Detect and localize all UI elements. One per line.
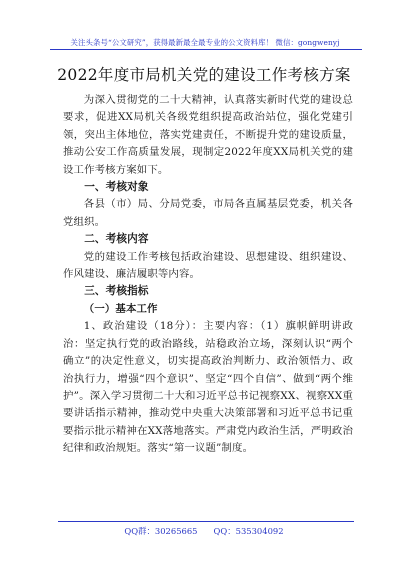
document-body xyxy=(63,92,353,458)
header-divider xyxy=(50,49,362,50)
section-heading-indicators: 三、考核指标 xyxy=(84,285,149,298)
section-text-targets: 各县（市）局、分局党委，市局各直属基层党委，机关各党组织。 xyxy=(63,198,353,228)
header-promo-text: 关注头条号“公文研究”，获得最新最全最专业的公文资料库！ 微信：gongwenyj xyxy=(70,38,340,47)
section-heading-content: 二、考核内容 xyxy=(84,233,149,246)
document-title: 2022年度市局机关党的建设工作考核方案 xyxy=(57,66,351,84)
footer-qq: QQ：535304092 xyxy=(213,526,284,536)
section-text-content: 党的建设工作考核包括政治建设、思想建设、组织建设、作风建设、廉洁履职等内容。 xyxy=(63,250,353,281)
footer-contact xyxy=(0,525,408,537)
item-political-construction: 1、政治建设（18分）：主要内容：（1）旗帜鲜明讲政治：坚定执行党的政治路线，站稳政治立场，深刻认识“两个确立”的决定性意义，切实提高政治判断力、政治领悟力、政治执行力，增强“四个意识”、坚定“四个自信”、做到“两个维护”。深入学习贯彻二十大和习近平总书记视察XX、视察XX重要讲话指示精神，推动党中央重大决策部署和习近平总书记重要指示批示精神在XX落地落实。严肃党内政治生活，严明政治纪律和政治规矩。落实“第一议题”制度。 xyxy=(63,320,353,455)
footer-divider xyxy=(58,521,354,522)
subsection-heading-basic-work: （一）基本工作 xyxy=(83,302,158,315)
section-heading-targets: 一、考核对象 xyxy=(84,181,149,194)
footer-qq-group: QQ群：30265665 xyxy=(124,526,198,536)
intro-paragraph: 为深入贯彻党的二十大精神，认真落实新时代党的建设总要求，促进XX局机关各级党组织提高政治站位，强化党建引领，突出主体地位，落实党建责任，不断提升党的建设质量，推动公安工作高质量发展，现制定2022年度XX局机关党的建设工作考核方案如下。 xyxy=(63,94,353,176)
